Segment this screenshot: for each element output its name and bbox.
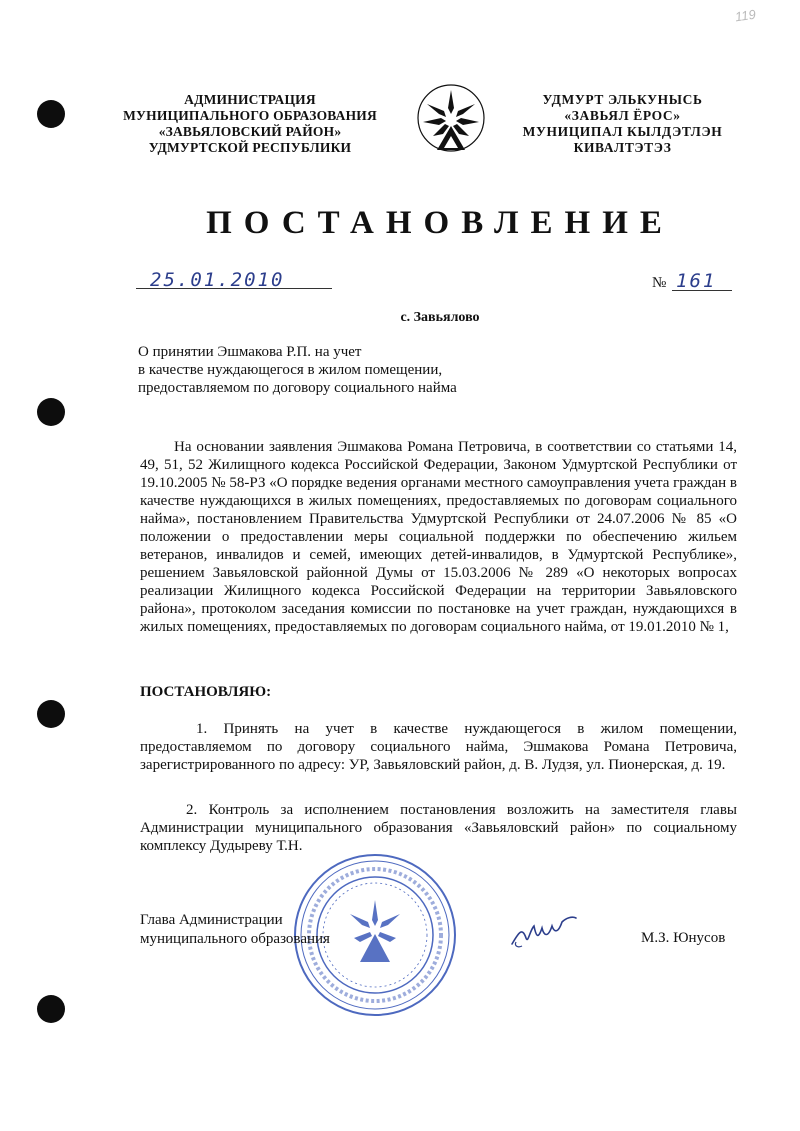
- header-left-block: [110, 92, 390, 156]
- header-left-line: АДМИНИСТРАЦИЯ: [184, 92, 316, 107]
- subject-line: предоставляемом по договору социального найма: [138, 380, 457, 396]
- position-line: муниципального образования: [140, 931, 330, 947]
- page-number-note: 119: [734, 6, 757, 25]
- header-right-line: КИВАЛТЭТЭЗ: [573, 140, 672, 155]
- header-right-line: УДМУРТ ЭЛЬКУНЫСЬ: [542, 92, 703, 107]
- resolution-item: 2. Контроль за исполнением постановления возложить на заместителя главы Администрации муниципального образования «Завьяловский район» по социальному комплексу Дудыреву Т.Н.: [140, 802, 737, 854]
- coat-of-arms-icon: [413, 80, 489, 160]
- document-date: 25.01.2010: [150, 269, 285, 291]
- handwritten-signature-icon: [508, 912, 580, 952]
- document-subject: [138, 343, 457, 397]
- header-left-line: «ЗАВЬЯЛОВСКИЙ РАЙОН»: [158, 124, 342, 139]
- punch-hole: [37, 398, 65, 426]
- header-right-block: [515, 92, 730, 156]
- number-label: №: [652, 275, 667, 291]
- resolve-heading: ПОСТАНОВЛЯЮ:: [140, 684, 272, 700]
- signatory-position: [140, 911, 330, 949]
- subject-line: в качестве нуждающегося в жилом помещении,: [138, 362, 443, 378]
- header-right-line: МУНИЦИПАЛ КЫЛДЭТЛЭН: [522, 124, 723, 139]
- punch-hole: [37, 995, 65, 1023]
- document-number: 161: [676, 270, 717, 292]
- subject-line: О принятии Эшмакова Р.П. на учет: [138, 344, 362, 360]
- document-title: ПОСТАНОВЛЕНИЕ: [206, 205, 674, 241]
- position-line: Глава Администрации: [140, 912, 283, 928]
- number-underline: [672, 290, 732, 291]
- header-right-line: «ЗАВЬЯЛ ЁРОС»: [564, 108, 681, 123]
- signatory-name: М.З. Юнусов: [641, 930, 726, 946]
- date-underline: [136, 288, 332, 289]
- header-left-line: УДМУРТСКОЙ РЕСПУБЛИКИ: [148, 140, 352, 155]
- punch-hole: [37, 700, 65, 728]
- place-of-issue: с. Завьялово: [400, 310, 480, 325]
- resolution-item: 1. Принять на учет в качестве нуждающегося в жилом помещении, предоставляемом по договору социального найма, Эшмакова Романа Петровича, зарегистрированного по адресу: УР, Завьяловский район, д. В. Лудзя, ул. Пионерская, д. 19.: [140, 721, 737, 773]
- header-left-line: МУНИЦИПАЛЬНОГО ОБРАЗОВАНИЯ: [123, 108, 377, 123]
- preamble-paragraph: На основании заявления Эшмакова Романа Петровича, в соответствии со статьями 14, 49, 51, 52 Жилищного кодекса Российской Федерации, Законом Удмуртской Республики от 19.10.2005 № 58-РЗ «О порядке ведения органами местного самоуправления учета граждан в качестве нуждающихся в жилых помещениях, предоставляемых по договорам социального найма», постановлением Правительства Удмуртской Республики от 24.07.2006 № 85 «О положении о предоставлении меры социальной поддержки по обеспечению жильем ветеранов, инвалидов и семей, имеющих детей-инвалидов, в Удмуртской Республике», решением Завьяловской районной Думы от 15.03.2006 № 289 «О некоторых вопросах реализации Жилищного кодекса Российской Федерации на территории Завьяловского района», протоколом заседания комиссии по постановке на учет граждан, нуждающихся в жилых помещениях, предоставляемых по договорам социального найма, от 19.01.2010 № 1,: [140, 439, 737, 635]
- punch-hole: [37, 100, 65, 128]
